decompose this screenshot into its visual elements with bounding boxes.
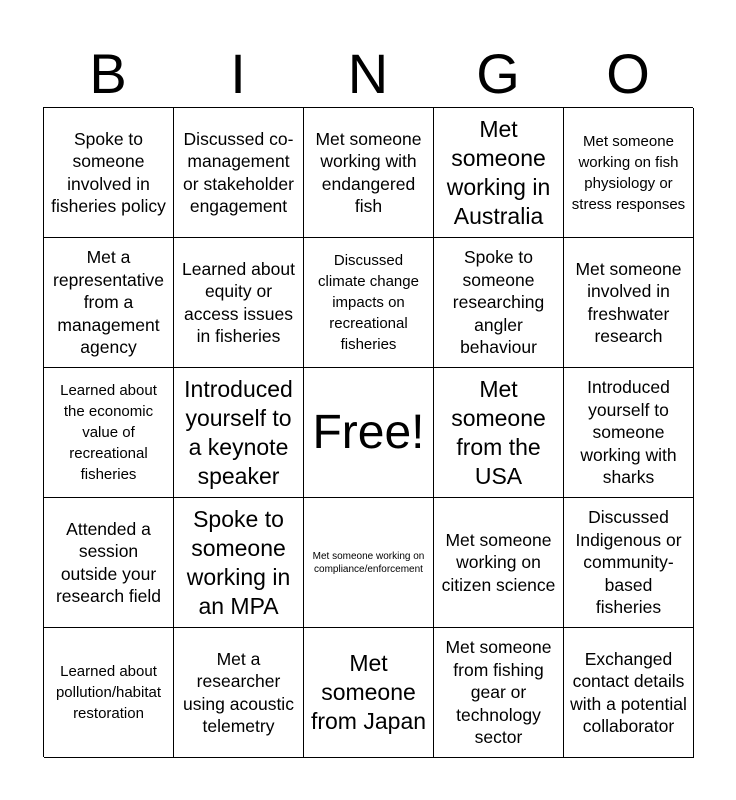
title-letter-g: G [476, 42, 520, 105]
cell-text: Discussed co-management or stakeholder engagement [183, 128, 294, 216]
cell-text: Introduced yourself to a keynote speaker [184, 375, 293, 489]
bingo-cell[interactable] [434, 628, 564, 758]
bingo-cell[interactable] [434, 498, 564, 628]
bingo-cell[interactable] [44, 368, 174, 498]
bingo-cell[interactable] [304, 498, 434, 628]
title-letter-o: O [606, 42, 650, 105]
bingo-cell[interactable] [564, 108, 694, 238]
cell-text: Met someone working in Australia [446, 115, 551, 229]
cell-text: Attended a session outside your research field [55, 518, 162, 606]
cell-text: Discussed Indigenous or community-based fisheries [575, 507, 682, 618]
bingo-cell[interactable] [564, 238, 694, 368]
cell-text: Met someone from the USA [451, 375, 546, 489]
bingo-cell[interactable] [304, 238, 434, 368]
bingo-cell[interactable] [434, 368, 564, 498]
bingo-cell[interactable] [304, 628, 434, 758]
bingo-cell[interactable] [174, 628, 304, 758]
cell-text: Spoke to someone involved in fisheries policy [51, 128, 166, 216]
cell-text: Met someone involved in freshwater research [575, 258, 682, 346]
cell-text: Met a representative from a management agency [53, 247, 164, 358]
cell-text: Spoke to someone researching angler behaviour [452, 247, 545, 358]
bingo-cell[interactable] [174, 368, 304, 498]
bingo-cell[interactable] [174, 238, 304, 368]
bingo-title [43, 42, 693, 106]
title-letter-i: I [230, 42, 246, 105]
cell-text: Met a researcher using acoustic telemetry [183, 648, 294, 736]
bingo-cell[interactable] [174, 498, 304, 628]
cell-text: Learned about pollution/habitat restoration [55, 663, 162, 722]
bingo-cell[interactable] [434, 238, 564, 368]
bingo-cell[interactable] [564, 498, 694, 628]
cell-text: Discussed climate change impacts on recreational fisheries [318, 252, 419, 353]
bingo-cell[interactable] [434, 108, 564, 238]
free-text: Free! [312, 405, 425, 459]
cell-text: Exchanged contact details with a potential collaborator [570, 648, 687, 736]
title-letter-b: B [89, 42, 127, 105]
bingo-cell[interactable] [564, 628, 694, 758]
bingo-cell[interactable] [44, 498, 174, 628]
cell-text: Spoke to someone working in an MPA [186, 505, 291, 619]
bingo-board [43, 107, 693, 757]
cell-text: Introduced yourself to someone working with sharks [580, 377, 677, 488]
bingo-cell[interactable] [44, 628, 174, 758]
cell-text: Met someone from Japan [310, 650, 427, 734]
cell-text: Met someone working on fish physiology or stress responses [571, 132, 686, 213]
cell-text: Learned about equity or access issues in fisheries [182, 258, 295, 346]
title-letter-n: N [347, 42, 389, 105]
free-cell[interactable] [304, 368, 434, 498]
bingo-cell[interactable] [304, 108, 434, 238]
cell-text: Met someone working with endangered fish [315, 128, 422, 216]
bingo-cell[interactable] [174, 108, 304, 238]
bingo-cell[interactable] [564, 368, 694, 498]
bingo-cell[interactable] [44, 238, 174, 368]
cell-text: Learned about the economic value of recreational fisheries [60, 382, 157, 483]
bingo-cell[interactable] [44, 108, 174, 238]
cell-text: Met someone from fishing gear or technology sector [445, 637, 552, 748]
cell-text: Met someone working on compliance/enforcement [312, 550, 425, 575]
cell-text: Met someone working on citizen science [441, 529, 556, 595]
